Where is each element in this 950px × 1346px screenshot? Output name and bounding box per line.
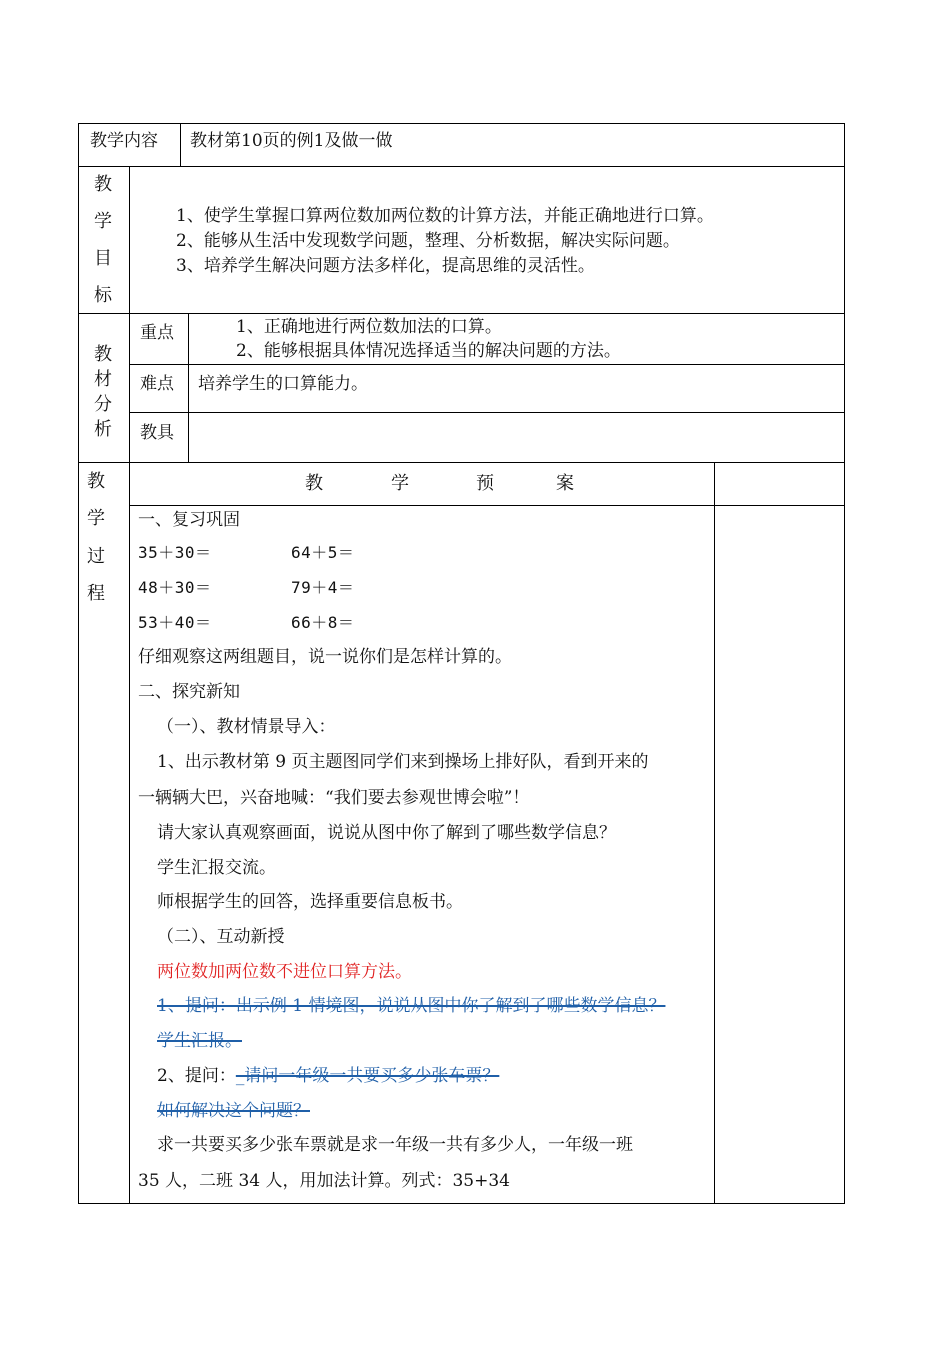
- teaching-content-label: 教学内容: [90, 131, 158, 151]
- teaching-content-value: 教材第10页的例1及做一做: [190, 131, 393, 151]
- paragraph: 师根据学生的回答，选择重要信息板书。: [157, 892, 463, 912]
- exercise-item: 66＋8＝: [291, 613, 355, 632]
- review-heading: 一、复习巩固: [138, 510, 240, 530]
- goal-item: 3、培养学生解决问题方法多样化，提高思维的灵活性。: [176, 256, 595, 276]
- key-point-item: 2、能够根据具体情况选择适当的解决问题的方法。: [236, 341, 621, 361]
- paragraph: 请大家认真观察画面，说说从图中你了解到了哪些数学信息？: [157, 823, 616, 843]
- col-divider: [714, 462, 715, 1204]
- analysis-label-char: 分: [94, 394, 112, 415]
- plan-heading-char: 学: [391, 473, 409, 494]
- row-divider: [78, 462, 845, 463]
- process-label-char: 程: [87, 583, 105, 604]
- exercise-item: 35＋30＝: [138, 543, 212, 562]
- question-line: [157, 1066, 499, 1086]
- exercise-item: 79＋4＝: [291, 578, 355, 597]
- plan-heading-char: 预: [476, 473, 494, 494]
- row-divider: [129, 364, 845, 365]
- exercise-item: 64＋5＝: [291, 543, 355, 562]
- analysis-label-char: 教: [94, 344, 112, 365]
- col-divider: [180, 123, 181, 166]
- deleted-text: 学生汇报。: [157, 1031, 242, 1051]
- goals-label-char: 标: [94, 285, 112, 306]
- subsection-heading: （一）、教材情景导入：: [157, 717, 336, 737]
- exercise-item: 53＋40＝: [138, 613, 212, 632]
- observe-text: 仔细观察这两组题目，说一说你们是怎样计算的。: [138, 647, 512, 667]
- exercise-item: 48＋30＝: [138, 578, 212, 597]
- paragraph: 学生汇报交流。: [157, 858, 276, 878]
- plan-heading-char: 案: [556, 473, 574, 494]
- paragraph: 35 人，二班 34 人，用加法计算。列式：35+34: [138, 1171, 510, 1191]
- process-label-char: 教: [87, 471, 105, 492]
- goals-label-char: 学: [94, 211, 112, 232]
- process-label-char: 学: [87, 508, 105, 529]
- method-title: 两位数加两位数不进位口算方法。: [157, 962, 412, 982]
- paragraph: 求一共要买多少张车票就是求一年级一共有多少人，一年级一班: [157, 1135, 633, 1155]
- deleted-text: _请问一年级一共要买多少张车票？: [235, 1066, 500, 1086]
- row-divider: [78, 166, 845, 167]
- tools-label: 教具: [140, 423, 174, 443]
- col-divider: [188, 313, 189, 462]
- process-label-char: 过: [87, 546, 105, 567]
- goal-item: 2、能够从生活中发现数学问题，整理、分析数据，解决实际问题。: [176, 231, 680, 251]
- difficulty-text: 培养学生的口算能力。: [198, 374, 368, 394]
- paragraph: 1、出示教材第 9 页主题图同学们来到操场上排好队，看到开来的: [157, 752, 649, 772]
- col-divider: [129, 166, 130, 1204]
- deleted-text: 1、提问：出示例 1 情境图，说说从图中你了解到了哪些数学信息？: [157, 996, 666, 1016]
- explore-heading: 二、探究新知: [138, 682, 240, 702]
- goals-label-char: 目: [94, 248, 112, 269]
- difficulty-label: 难点: [140, 374, 174, 394]
- question-prefix: 2、提问：: [157, 1066, 236, 1086]
- row-divider: [78, 313, 845, 314]
- key-point-item: 1、正确地进行两位数加法的口算。: [236, 317, 502, 337]
- goals-label-char: 教: [94, 174, 112, 195]
- deleted-text: 如何解决这个问题？: [157, 1101, 310, 1121]
- analysis-label-char: 材: [94, 369, 112, 390]
- row-divider: [129, 412, 845, 413]
- paragraph: 一辆辆大巴，兴奋地喊：“我们要去参观世博会啦”！: [138, 788, 530, 808]
- key-points-label: 重点: [140, 323, 174, 343]
- analysis-label-char: 析: [94, 419, 112, 440]
- row-divider: [129, 505, 845, 506]
- subsection-heading: （二）、互动新授: [157, 927, 285, 947]
- goal-item: 1、使学生掌握口算两位数加两位数的计算方法，并能正确地进行口算。: [176, 206, 714, 226]
- plan-heading-char: 教: [305, 473, 323, 494]
